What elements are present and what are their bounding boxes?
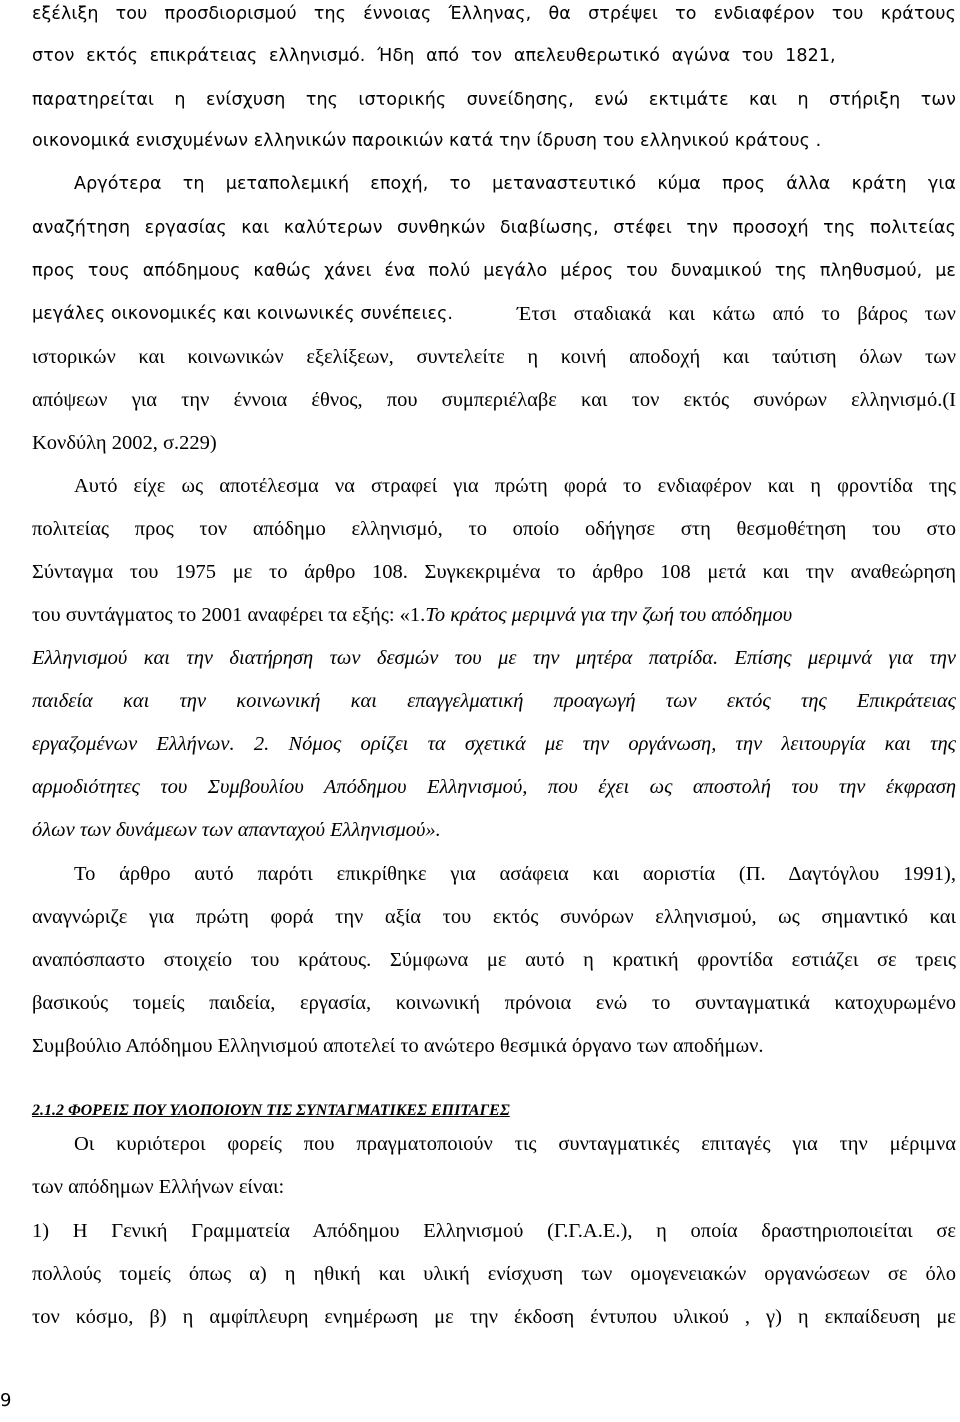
text-line: Αργότερα τη μεταπολεμική εποχή, το μεταναστευτικό κύμα προς άλλα κράτη για xyxy=(74,174,956,194)
text-line: Κονδύλη 2002, σ.229) xyxy=(32,432,217,454)
text-line: των απόδημων Ελλήνων είναι: xyxy=(32,1176,285,1198)
text-line: αρμοδιότητες του Συμβουλίου Απόδημου Ελληνισμού, που έχει ως αποστολή του την έκφραση xyxy=(32,776,956,798)
page-number: 9 xyxy=(0,1390,12,1411)
text-line: προς τους απόδημους καθώς χάνει ένα πολύ μεγάλο μέρος του δυναμικού της πληθυσμού, με xyxy=(32,261,956,281)
text-line: Οι κυριότεροι φορείς που πραγματοποιούν τις συνταγματικές επιταγές για την μέριμνα xyxy=(74,1133,956,1155)
text-line: πολιτείας προς τον απόδημο ελληνισμό, το οποίο οδήγησε στη θεσμοθέτηση του στο xyxy=(32,518,956,540)
text-line: αναζήτηση εργασίας και καλύτερων συνθηκών διαβίωσης, στέφει την προσοχή της πολιτείας xyxy=(32,218,956,238)
text-fragment: Το κράτος μεριμνά για την ζωή του απόδημου xyxy=(425,604,793,626)
text-line: όλων των δυνάμεων των απανταχού Ελληνισμού». xyxy=(32,819,441,841)
text-fragment: Έτσι σταδιακά και κάτω από το βάρος των xyxy=(517,303,956,325)
text-line: εξέλιξη του προσδιορισμού της έννοιας Έλληνας, θα στρέψει το ενδιαφέρον του κράτους xyxy=(32,4,956,24)
text-line: εργαζομένων Ελλήνων. 2. Νόμος ορίζει τα σχετικά με την οργάνωση, την λειτουργία και της xyxy=(32,733,956,755)
text-line: παρατηρείται η ενίσχυση της ιστορικής συνείδησης, ενώ εκτιμάτε και η στήριξη των xyxy=(32,90,956,110)
text-line: στον εκτός επικράτειας ελληνισμό. Ήδη από τον απελευθερωτικό αγώνα του 1821, xyxy=(32,46,836,66)
text-line: απόψεων για την έννοια έθνος, που συμπεριέλαβε και τον εκτός συνόρων ελληνισμό.(Ι xyxy=(32,389,956,411)
text-line: 1) Η Γενική Γραμματεία Απόδημου Ελληνισμού (Γ.Γ.Α.Ε.), η οποία δραστηριοποιείται σε xyxy=(32,1220,956,1242)
text-line: ιστορικών και κοινωνικών εξελίξεων, συντελείτε η κοινή αποδοχή και ταύτιση όλων των xyxy=(32,346,956,368)
text-line: Συμβούλιο Απόδημου Ελληνισμού αποτελεί το ανώτερο θεσμικά όργανο των αποδήμων. xyxy=(32,1035,764,1057)
text-line: αναπόσπαστο στοιχείο του κράτους. Σύμφωνα με αυτό η κρατική φροντίδα εστιάζει σε τρεις xyxy=(32,949,956,971)
text-line: οικονομικά ενισχυμένων ελληνικών παροικιών κατά την ίδρυση του ελληνικού κράτους . xyxy=(32,131,822,151)
text-fragment: του συντάγματος το 2001 αναφέρει τα εξής: «1. xyxy=(32,604,426,626)
text-line xyxy=(32,297,956,331)
text-line xyxy=(32,598,956,632)
text-fragment: μεγάλες οικονομικές και κοινωνικές συνέπειες. xyxy=(32,304,454,324)
text-line: αναγνώριζε για πρώτη φορά την αξία του εκτός συνόρων ελληνισμού, ως σημαντικό και xyxy=(32,906,956,928)
section-heading: 2.1.2 ΦΟΡΕΙΣ ΠΟΥ ΥΛΟΠΟΙΟΥΝ ΤΙΣ ΣΥΝΤΑΓΜΑΤΙΚΕΣ ΕΠΙΤΑΓΕΣ xyxy=(32,1102,510,1119)
text-line: Το άρθρο αυτό παρότι επικρίθηκε για ασάφεια και αοριστία (Π. Δαγτόγλου 1991), xyxy=(74,863,956,885)
text-line: τον κόσμο, β) η αμφίπλευρη ενημέρωση με την έκδοση έντυπου υλικού , γ) η εκπαίδευση με xyxy=(32,1306,956,1328)
text-line: Σύνταγμα του 1975 με το άρθρο 108. Συγκεκριμένα το άρθρο 108 μετά και την αναθεώρηση xyxy=(32,561,956,583)
text-line: πολλούς τομείς όπως α) η ηθική και υλική ενίσχυση των ομογενειακών οργανώσεων σε όλο xyxy=(32,1263,956,1285)
text-line: παιδεία και την κοινωνική και επαγγελματική προαγωγή των εκτός της Επικράτειας xyxy=(32,690,956,712)
text-line: βασικούς τομείς παιδεία, εργασία, κοινωνική πρόνοια ενώ το συνταγματικά κατοχυρωμένο xyxy=(32,992,956,1014)
text-line: Αυτό είχε ως αποτέλεσμα να στραφεί για πρώτη φορά το ενδιαφέρον και η φροντίδα της xyxy=(74,475,956,497)
text-line: Ελληνισμού και την διατήρηση των δεσμών του με την μητέρα πατρίδα. Επίσης μεριμνά για την xyxy=(32,647,956,669)
